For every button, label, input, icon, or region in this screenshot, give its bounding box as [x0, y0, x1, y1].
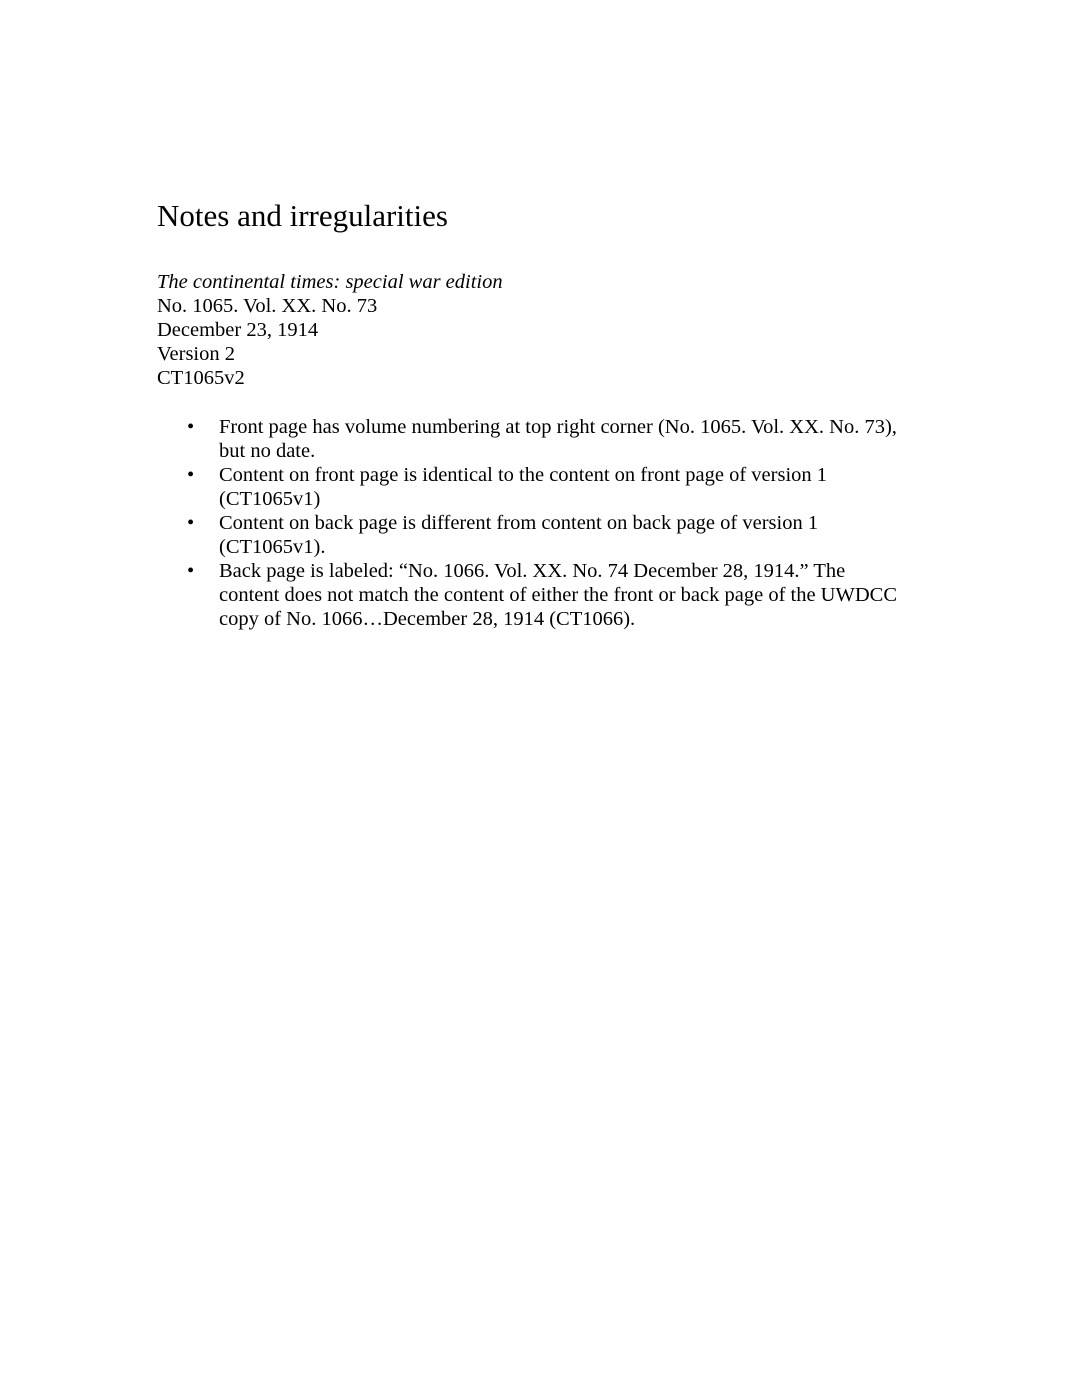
bullet-icon: • — [187, 560, 195, 582]
note-text: Front page has volume numbering at top right corner (No. 1065. Vol. XX. No. 73), but no date. — [219, 416, 897, 462]
publication-title: The continental times: special war edition — [157, 271, 503, 293]
version-label: Version 2 — [157, 343, 236, 365]
bullet-icon: • — [187, 416, 195, 438]
document-identifier: CT1065v2 — [157, 367, 245, 389]
list-item — [157, 463, 897, 511]
page-title: Notes and irregularities — [157, 198, 448, 233]
list-item — [157, 415, 897, 463]
list-item — [157, 511, 897, 559]
notes-list — [157, 415, 897, 631]
note-text: Content on front page is identical to the content on front page of version 1 (CT1065v1) — [219, 464, 828, 510]
bullet-icon: • — [187, 512, 195, 534]
issue-date: December 23, 1914 — [157, 319, 319, 341]
publication-info — [157, 270, 503, 390]
bullet-icon: • — [187, 464, 195, 486]
issue-number: No. 1065. Vol. XX. No. 73 — [157, 295, 378, 317]
list-item — [157, 559, 897, 631]
note-text: Content on back page is different from content on back page of version 1 (CT1065v1). — [219, 512, 819, 558]
note-text: Back page is labeled: “No. 1066. Vol. XX. No. 74 December 28, 1914.” The content does not match the content of either the front or back page of the UWDCC copy of No. 1066…December 28, 1914 (CT1066). — [219, 560, 897, 630]
